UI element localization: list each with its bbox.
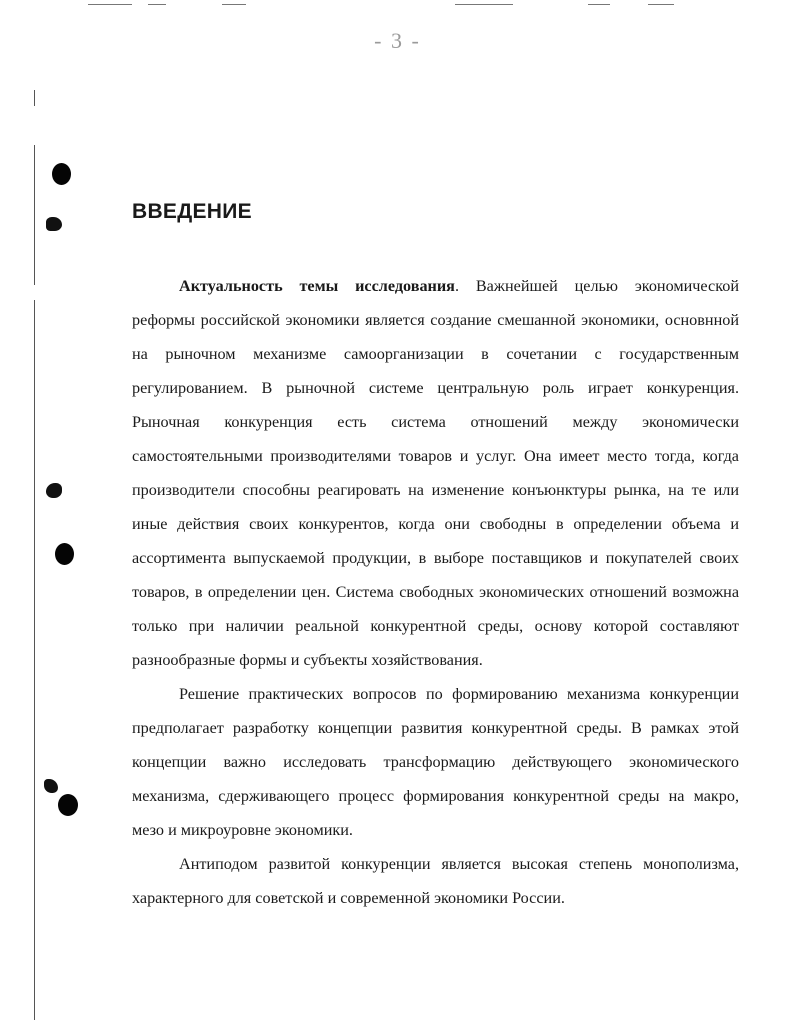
ink-blot — [44, 779, 58, 793]
paragraph-lead: Актуальность темы исследования — [179, 277, 455, 295]
punch-hole — [52, 163, 71, 185]
paragraph — [132, 269, 739, 677]
paragraph: Антиподом развитой конкуренции является высокая степень монополизма, характерного для советской и современной экономики России. — [132, 855, 739, 907]
paragraph: Решение практических вопросов по формированию механизма конкуренции предполагает разработку концепции развития конкурентной среды. В рамках этой концепции важно исследовать трансформацию действующего экономического механизма, сдерживающего процесс формирования конкурентной среды на макро, мезо и микроуровне экономики. — [132, 685, 739, 839]
binding-line — [34, 300, 35, 1020]
scan-edge-mark — [222, 4, 246, 5]
scan-edge-mark — [148, 4, 166, 5]
scan-edge-mark — [648, 4, 674, 5]
paragraph-text: . Важнейшей целью экономической реформы российской экономики является создание смешанной экономики, основнной на рыночном механизме самоорганизации в сочетании с государственным регулированием. В рыночной системе центральную роль играет конкуренция. Рыночная конкуренция есть система отношений между экономически самостоятельными производителями товаров и услуг. Она имеет место тогда, когда производители способны реагировать на изменение конъюнктуры рынка, на те или иные действия своих конкурентов, когда они свободны в определении объема и ассортимента выпускаемой продукции, в выборе поставщиков и покупателей своих товаров, в определении цен. Система свободных экономических отношений возможна только при наличии реальной конкурентной среды, основу которой составляют разнообразные формы и субъекты хозяйствования. — [132, 277, 739, 669]
scan-edge-mark — [455, 4, 513, 5]
ink-blot — [46, 217, 62, 231]
section-heading: ВВЕДЕНИЕ — [132, 200, 252, 223]
binding-line — [34, 90, 35, 106]
scan-edge-mark — [588, 4, 610, 5]
page-number: - 3 - — [374, 28, 421, 53]
binding-line — [34, 145, 35, 285]
ink-blot — [46, 483, 62, 498]
scan-edge-mark — [88, 4, 132, 5]
punch-hole — [55, 543, 74, 565]
document-body — [132, 269, 739, 915]
punch-hole — [58, 794, 78, 816]
